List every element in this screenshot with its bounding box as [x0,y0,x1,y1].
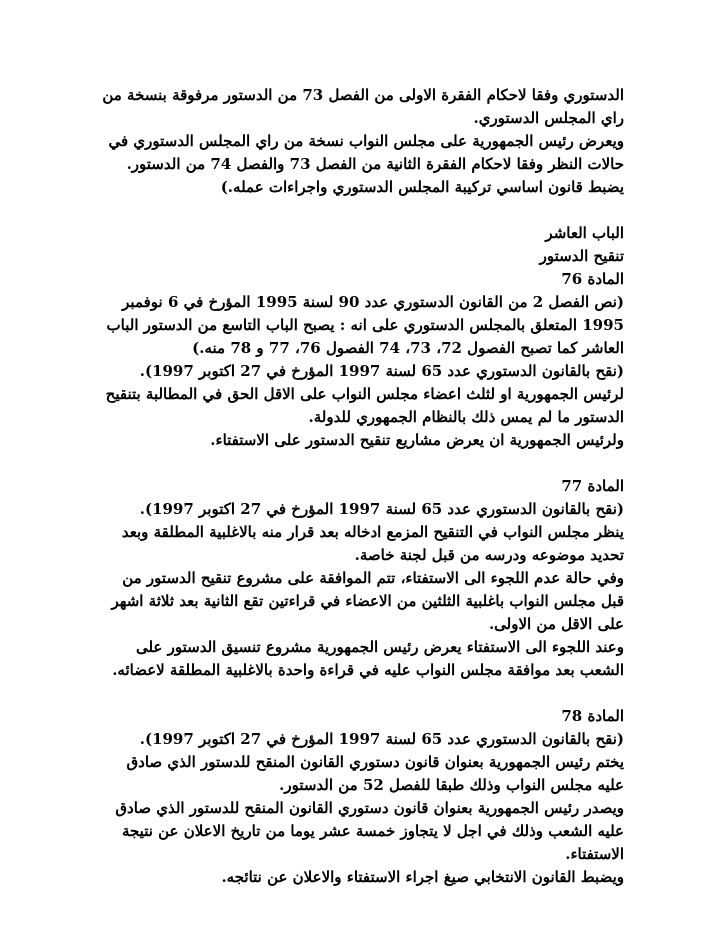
article-77-heading: المادة 77 [561,477,624,495]
article-76-line-2: 1995 المتعلق بالمجلس الدستوري على انه : يصبح الباب التاسع من الدستور الباب [106,316,624,334]
article-78-line-7: ويضبط القانون الانتخابي صيغ اجراء الاستفتاء والاعلان عن نتائجه. [221,868,624,886]
article-76-line-4: (نقح بالقانون الدستوري عدد 65 لسنة 1997 المؤرخ في 27 اكتوبر 1997). [139,362,624,380]
article-76-line-1: (نص الفصل 2 من القانون الدستوري عدد 90 لسنة 1995 المؤرخ في 6 نوفمبر [122,293,624,311]
intro-line-5: يضبط قانون اساسي تركيبة المجلس الدستوري واجراءات عمله.) [220,178,624,196]
article-76-line-7: ولرئيس الجمهورية ان يعرض مشاريع تنقيح الدستور على الاستفتاء. [210,431,624,449]
intro-line-2: راي المجلس الدستوري. [473,109,624,127]
document-body [94,84,624,889]
article-77-line-7: وعند اللجوء الى الاستفتاء يعرض رئيس الجمهورية مشروع تنسيق الدستور على [135,638,624,656]
article-78-line-1: (نقح بالقانون الدستوري عدد 65 لسنة 1997 المؤرخ في 27 اكتوبر 1997). [139,730,624,748]
article-77-line-1: (نقح بالقانون الدستوري عدد 65 لسنة 1997 المؤرخ في 27 اكتوبر 1997). [139,500,624,518]
article-76-heading: المادة 76 [561,270,624,288]
article-77-line-8: الشعب بعد موافقة مجلس النواب عليه في قراءة واحدة بالاغلبية المطلقة لاعضائه. [112,661,624,679]
article-77-line-4: وفي حالة عدم اللجوء الى الاستفتاء، تتم الموافقة على مشروع تنقيح الدستور من [122,569,624,587]
spacer [94,199,624,222]
article-77-line-5: قبل مجلس النواب باغلبية الثلثين من الاعضاء في قراءتين تقع الثانية بعد ثلاثة اشهر [111,592,624,610]
intro-line-4: حالات النظر وفقا لاحكام الفقرة الثانية من الفصل 73 والفصل 74 من الدستور. [126,155,624,173]
article-77-line-2: ينظر مجلس النواب في التنقيح المزمع ادخاله بعد قرار منه بالاغلبية المطلقة وبعد [121,523,624,541]
chapter-subtitle: تنقيح الدستور [539,247,624,265]
article-78-line-2: يختم رئيس الجمهورية بعنوان قانون دستوري القانون المنقح للدستور الذي صادق [126,753,624,771]
article-78-line-3: عليه مجلس النواب وذلك طبقا للفصل 52 من الدستور. [279,776,624,794]
article-78-line-4: ويصدر رئيس الجمهورية بعنوان قانون دستوري القانون المنقح للدستور الذي صادق [115,799,624,817]
article-77-line-3: تحديد موضوعه ودرسه من قبل لجنة خاصة. [354,546,624,564]
article-78-line-6: الاستفتاء. [565,845,624,863]
article-76-line-5: لرئيس الجمهورية او لثلث اعضاء مجلس النواب على الاقل الحق في المطالبة بتنقيح [105,385,624,403]
article-78-line-5: عليه الشعب وذلك في اجل لا يتجاوز خمسة عشر يوما من تاريخ الاعلان عن نتيجة [121,822,624,840]
chapter-title: الباب العاشر [545,224,624,242]
spacer [94,682,624,705]
article-78-heading: المادة 78 [561,707,624,725]
article-77-line-6: على الاقل من الاولى. [488,615,624,633]
article-76-line-3: العاشر كما تصبح الفصول 72، 73، 74 الفصول 76، 77 و 78 منه.) [192,339,624,357]
intro-line-1: الدستوري وفقا لاحكام الفقرة الاولى من الفصل 73 من الدستور مرفوقة بنسخة من [102,86,624,104]
intro-line-3: ويعرض رئيس الجمهورية على مجلس النواب نسخة من راي المجلس الدستوري في [108,132,624,150]
article-76-line-6: الدستور ما لم يمس ذلك بالنظام الجمهوري للدولة. [308,408,624,426]
spacer [94,452,624,475]
